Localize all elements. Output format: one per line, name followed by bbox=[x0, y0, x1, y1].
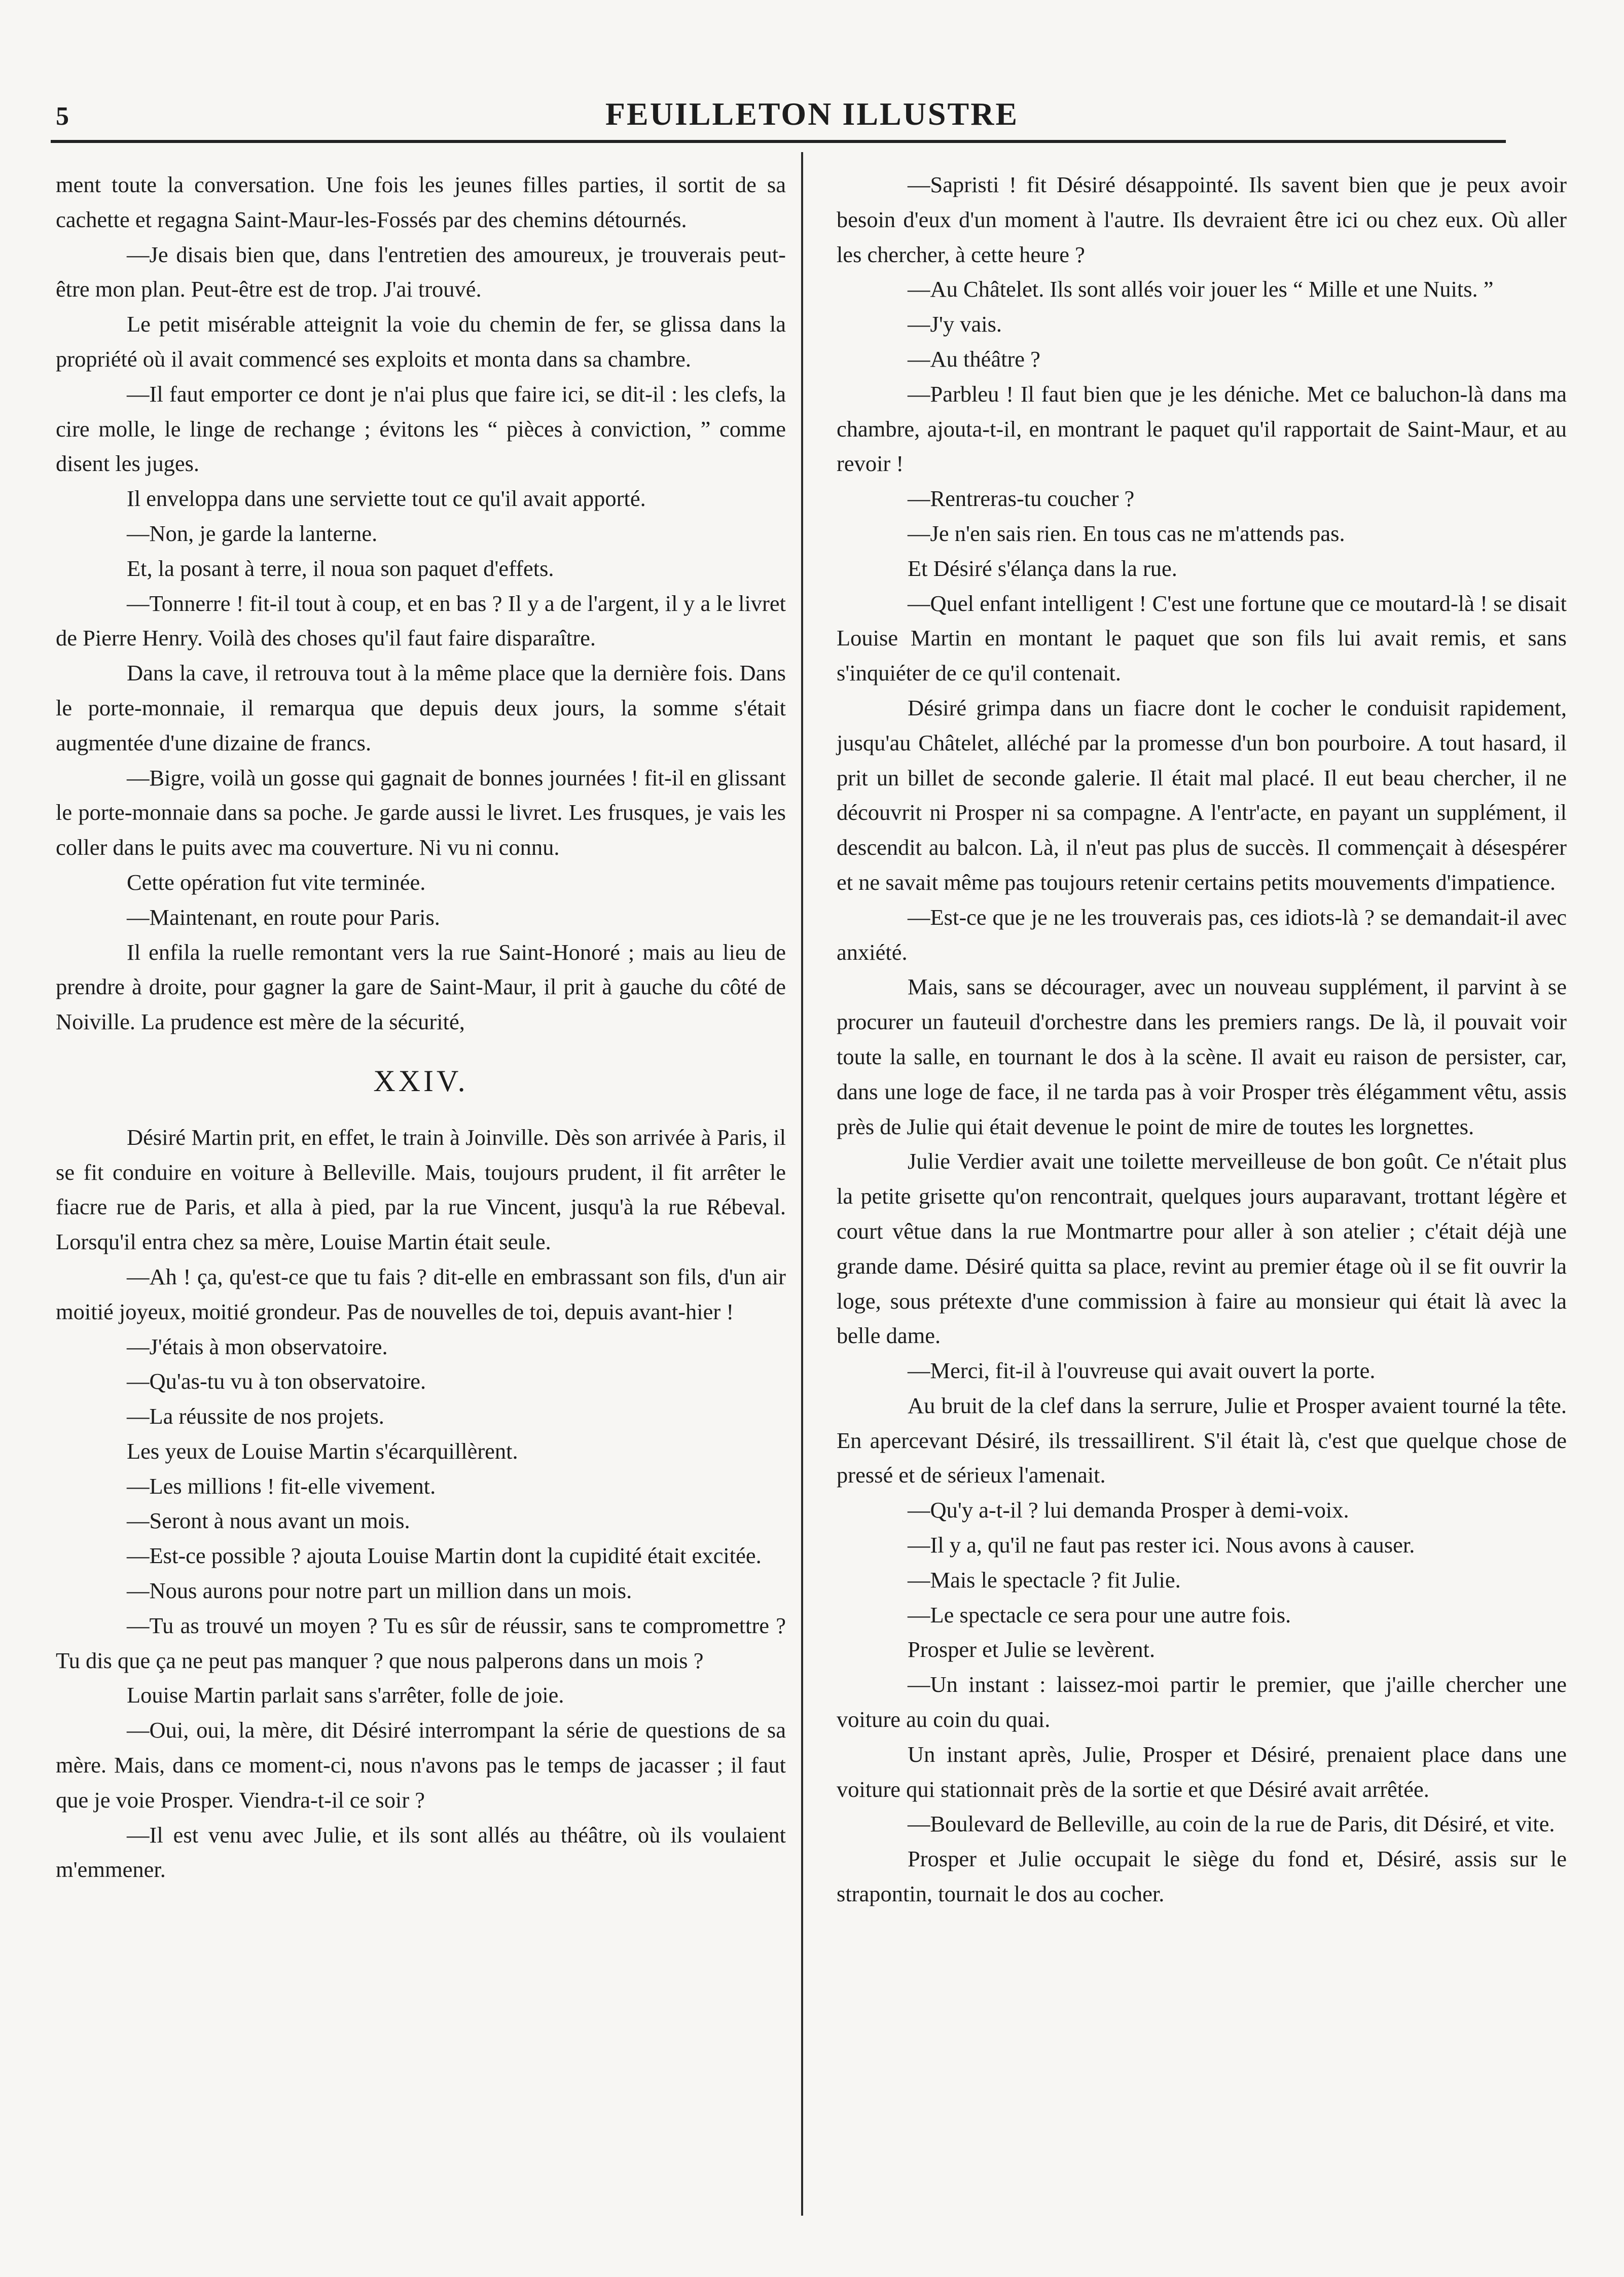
paragraph: —J'étais à mon observatoire. bbox=[127, 1333, 388, 1359]
paragraph: —Il y a, qu'il ne faut pas rester ici. Nous avons à causer. bbox=[908, 1532, 1415, 1558]
paragraph: Les yeux de Louise Martin s'écarquillèrent. bbox=[127, 1438, 518, 1464]
column-divider bbox=[801, 152, 803, 2216]
paragraph: —Qu'y a-t-il ? lui demanda Prosper à demi-voix. bbox=[908, 1497, 1349, 1523]
paragraph: —La réussite de nos projets. bbox=[127, 1403, 384, 1429]
paragraph: —Rentreras-tu coucher ? bbox=[908, 486, 1135, 512]
paragraph: —Est-ce que je ne les trouverais pas, ces idiots-là ? se demandait-il avec anxiété. bbox=[837, 904, 1567, 965]
paragraph: Désiré Martin prit, en effet, le train à Joinville. Dès son arrivée à Paris, il se fit conduire en voiture à Belleville. Mais, toujours prudent, il fit arrêter le fiacre rue de Paris, et alla à pied, par la rue Vincent, jusqu'à la rue Rébeval. Lorsqu'il entra chez sa mère, Louise Martin était seule. bbox=[56, 1124, 786, 1255]
page-number: 5 bbox=[56, 102, 69, 131]
paragraph: —Il est venu avec Julie, et ils sont allés au théâtre, où ils voulaient m'emmener. bbox=[56, 1822, 786, 1883]
paragraph: Un instant après, Julie, Prosper et Désiré, prenaient place dans une voiture qui stationnait près de la sortie et que Désiré avait arrêtée. bbox=[837, 1741, 1567, 1802]
chapter-heading: XXIV. bbox=[373, 1064, 468, 1098]
paragraph: Au bruit de la clef dans la serrure, Julie et Prosper avaient tourné la tête. En apercevant Désiré, ils tressaillirent. S'il était là, c'est que quelque chose de pressé et de sérieux l'amenait. bbox=[837, 1392, 1567, 1488]
left-column bbox=[56, 167, 786, 1887]
paragraph: Il enveloppa dans une serviette tout ce qu'il avait apporté. bbox=[127, 486, 646, 512]
paragraph: Louise Martin parlait sans s'arrêter, folle de joie. bbox=[127, 1682, 564, 1708]
paragraph: —Les millions ! fit-elle vivement. bbox=[127, 1473, 436, 1499]
paragraph: Et, la posant à terre, il noua son paquet d'effets. bbox=[127, 555, 554, 581]
paragraph: —Mais le spectacle ? fit Julie. bbox=[908, 1567, 1181, 1593]
paragraph: Prosper et Julie occupait le siège du fond et, Désiré, assis sur le strapontin, tournait le dos au cocher. bbox=[837, 1846, 1567, 1907]
paragraph: Et Désiré s'élança dans la rue. bbox=[908, 555, 1177, 581]
paragraph: —Au Châtelet. Ils sont allés voir jouer les “ Mille et une Nuits. ” bbox=[908, 276, 1494, 302]
paragraph: —Oui, oui, la mère, dit Désiré interrompant la série de questions de sa mère. Mais, dans ce moment-ci, nous n'avons pas le temps de jacasser ; il faut que je voie Prosper. Viendra-t-il ce soir ? bbox=[56, 1717, 786, 1813]
paragraph: —Bigre, voilà un gosse qui gagnait de bonnes journées ! fit-il en glissant le porte-monnaie dans sa poche. Je garde aussi le livret. Les frusques, je vais les coller dans le puits avec ma couverture. Ni vu ni connu. bbox=[56, 765, 786, 860]
paragraph: —Seront à nous avant un mois. bbox=[127, 1508, 410, 1534]
paragraph: Il enfila la ruelle remontant vers la rue Saint-Honoré ; mais au lieu de prendre à droite, pour gagner la gare de Saint-Maur, il prit à gauche du côté de Noiville. La prudence est mère de la sécurité, bbox=[56, 939, 786, 1035]
header-rule bbox=[51, 140, 1506, 143]
paragraph: —Il faut emporter ce dont je n'ai plus que faire ici, se dit-il : les clefs, la cire molle, le linge de rechange ; évitons les “ pièces à conviction, ” comme disent les juges. bbox=[56, 381, 786, 477]
paragraph: —J'y vais. bbox=[908, 311, 1002, 337]
paragraph: —Qu'as-tu vu à ton observatoire. bbox=[127, 1368, 426, 1394]
paragraph: —Le spectacle ce sera pour une autre fois. bbox=[908, 1602, 1291, 1628]
paragraph: —Ah ! ça, qu'est-ce que tu fais ? dit-elle en embrassant son fils, d'un air moitié joyeux, moitié grondeur. Pas de nouvelles de toi, depuis avant-hier ! bbox=[56, 1263, 786, 1324]
paragraph: —Parbleu ! Il faut bien que je les déniche. Met ce baluchon-là dans ma chambre, ajouta-t-il, en montrant le paquet qu'il rapportait de Saint-Maur, et au revoir ! bbox=[837, 381, 1567, 477]
paragraph: Cette opération fut vite terminée. bbox=[127, 869, 426, 895]
paragraph: Prosper et Julie se levèrent. bbox=[908, 1637, 1156, 1662]
paragraph: —Un instant : laissez-moi partir le premier, que j'aille chercher une voiture au coin du quai. bbox=[837, 1672, 1567, 1732]
paragraph: —Je n'en sais rien. En tous cas ne m'attends pas. bbox=[908, 520, 1345, 546]
paragraph: —Boulevard de Belleville, au coin de la rue de Paris, dit Désiré, et vite. bbox=[908, 1811, 1555, 1837]
paragraph: Désiré grimpa dans un fiacre dont le cocher le conduisit rapidement, jusqu'au Châtelet, alléché par la promesse d'un bon pourboire. A tout hasard, il prit un billet de seconde galerie. Il était mal placé. Il eut beau chercher, il ne découvrit ni Prosper ni sa compagne. A l'entr'acte, en payant un supplément, il descendit au balcon. Là, il n'eut pas plus de succès. Il commençait à désespérer et ne savait même pas toujours retenir certains petits mouvements d'impatience. bbox=[837, 695, 1567, 895]
paragraph: —Sapristi ! fit Désiré désappointé. Ils savent bien que je peux avoir besoin d'eux d'un moment à l'autre. Ils devraient être ici ou chez eux. Où aller les chercher, à cette heure ? bbox=[837, 172, 1567, 267]
paragraph: —Au théâtre ? bbox=[908, 346, 1040, 372]
paragraph: —Tonnerre ! fit-il tout à coup, et en bas ? Il y a de l'argent, il y a le livret de Pierre Henry. Voilà des choses qu'il faut faire disparaître. bbox=[56, 590, 786, 651]
paragraph: ment toute la conversation. Une fois les jeunes filles parties, il sortit de sa cachette et regagna Saint-Maur-les-Fossés par des chemins détournés. bbox=[56, 172, 786, 232]
paragraph: —Tu as trouvé un moyen ? Tu es sûr de réussir, sans te compromettre ? Tu dis que ça ne peut pas manquer ? que nous palperons dans un mois ? bbox=[56, 1612, 786, 1673]
paragraph: —Non, je garde la lanterne. bbox=[127, 520, 378, 546]
running-head-title: FEUILLETON ILLUSTRE bbox=[605, 96, 1019, 132]
paragraph: —Maintenant, en route pour Paris. bbox=[127, 904, 440, 930]
paragraph: Le petit misérable atteignit la voie du chemin de fer, se glissa dans la propriété où il avait commencé ses exploits et monta dans sa chambre. bbox=[56, 311, 786, 372]
paragraph: —Quel enfant intelligent ! C'est une fortune que ce moutard-là ! se disait Louise Martin en montant le paquet que son fils lui avait remis, et sans s'inquiéter de ce qu'il contenait. bbox=[837, 590, 1567, 686]
paragraph: —Nous aurons pour notre part un million dans un mois. bbox=[127, 1578, 632, 1604]
paragraph: —Est-ce possible ? ajouta Louise Martin dont la cupidité était excitée. bbox=[127, 1543, 762, 1569]
paragraph: —Merci, fit-il à l'ouvreuse qui avait ouvert la porte. bbox=[908, 1358, 1376, 1384]
paragraph: —Je disais bien que, dans l'entretien des amoureux, je trouverais peut-être mon plan. Peut-être est de trop. J'ai trouvé. bbox=[56, 241, 786, 302]
paragraph: Dans la cave, il retrouva tout à la même place que la dernière fois. Dans le porte-monnaie, il remarqua que depuis deux jours, la somme s'était augmentée d'une dizaine de francs. bbox=[56, 660, 786, 755]
paragraph: Mais, sans se décourager, avec un nouveau supplément, il parvint à se procurer un fauteuil d'orchestre dans les premiers rangs. De là, il pouvait voir toute la salle, en tournant le dos à la scène. Il avait eu raison de persister, car, dans une loge de face, il ne tarda pas à voir Prosper très élégamment vêtu, assis près de Julie qui était devenue le point de mire de toutes les lorgnettes. bbox=[837, 974, 1567, 1139]
right-column bbox=[837, 167, 1567, 1911]
paragraph: Julie Verdier avait une toilette merveilleuse de bon goût. Ce n'était plus la petite grisette qu'on rencontrait, quelques jours auparavant, trottant légère et court vêtue dans la rue Montmartre pour aller à son atelier ; c'était déjà une grande dame. Désiré quitta sa place, revint au premier étage où il se fit ouvrir la loge, sous prétexte d'une commission à faire au monsieur qui était là avec la belle dame. bbox=[837, 1148, 1567, 1349]
